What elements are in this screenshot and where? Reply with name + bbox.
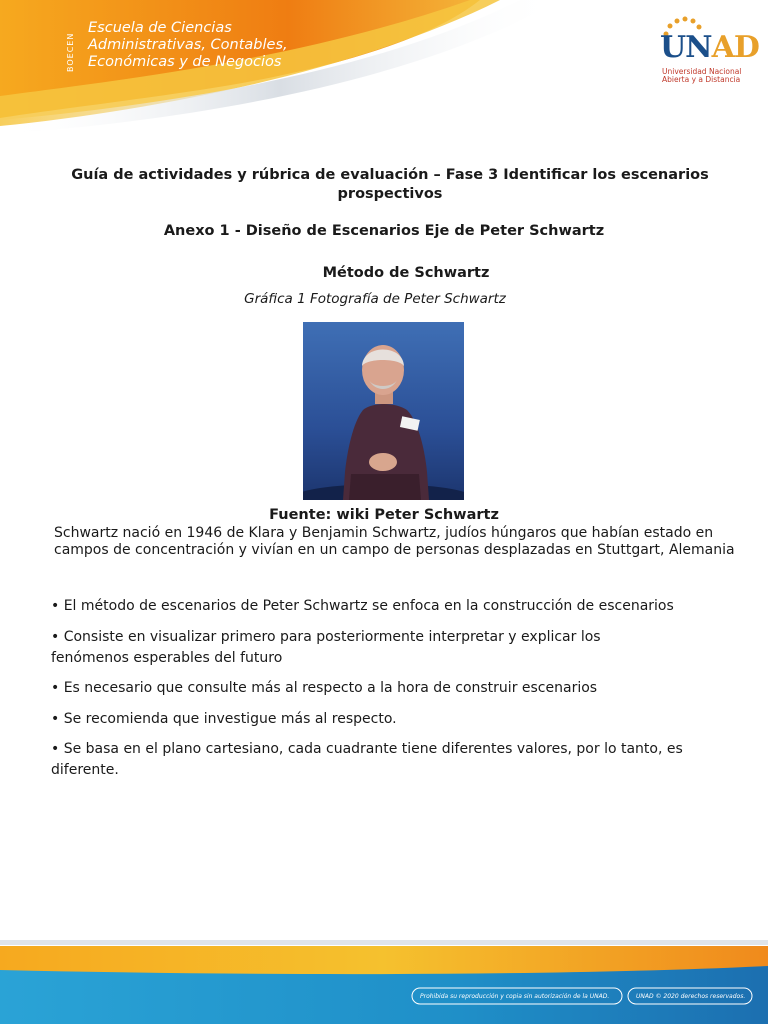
school-line-2: Administrativas, Contables,	[88, 37, 288, 53]
logo-word-prefix: UN	[660, 30, 712, 65]
bullet-item: • Es necesario que consulte más al respecto a la hora de construir escenarios	[51, 680, 598, 696]
school-line-1: Escuela de Ciencias	[88, 20, 232, 36]
logo-word-suffix: AD	[711, 30, 759, 65]
school-name	[88, 20, 348, 71]
photo-source: Fuente: wiki Peter Schwartz	[269, 507, 499, 523]
bullet-item: • Consiste en visualizar primero para posteriormente interpretar y explicar los fenómenos esperables del futuro	[51, 629, 601, 666]
logo-subtitle	[662, 68, 752, 84]
page-footer	[0, 940, 768, 1024]
bullet-item: • Se recomienda que investigue más al respecto.	[51, 711, 397, 727]
header-side-label: BOECEN	[66, 32, 75, 72]
school-line-3: Económicas y de Negocios	[88, 54, 282, 70]
footer-notice: Prohibida su reproducción y copia sin autorización de la UNAD.	[420, 993, 610, 1000]
footer-rights: UNAD © 2020 derechos reservados.	[636, 993, 746, 1000]
logo-word	[660, 30, 759, 65]
bullet-item: • Se basa en el plano cartesiano, cada cuadrante tiene diferentes valores, por lo tanto, es diferente.	[51, 741, 683, 778]
unad-logo	[656, 14, 759, 86]
photo-illustration	[303, 322, 464, 500]
logo-subtitle-line-1: Universidad Nacional	[662, 67, 742, 76]
logo-subtitle-line-2: Abierta y a Distancia	[662, 75, 741, 84]
footer-banner-graphic	[0, 940, 768, 1024]
bullet-item: • El método de escenarios de Peter Schwartz se enfoca en la construcción de escenarios	[51, 598, 674, 614]
document-title: Guía de actividades y rúbrica de evaluación – Fase 3 Identificar los escenarios prospectivos	[71, 167, 709, 202]
peter-schwartz-photo	[303, 322, 464, 500]
figure-caption: Gráfica 1 Fotografía de Peter Schwartz	[244, 291, 506, 307]
biography-paragraph: Schwartz nació en 1946 de Klara y Benjamin Schwartz, judíos húngaros que habían estado en campos de concentración y vivían en un campo de personas desplazadas en Stuttgart, Alemania	[54, 525, 735, 558]
method-heading: Método de Schwartz	[322, 265, 490, 281]
page-header	[0, 0, 768, 140]
annex-heading: Anexo 1 - Diseño de Escenarios Eje de Peter Schwartz	[163, 223, 605, 239]
